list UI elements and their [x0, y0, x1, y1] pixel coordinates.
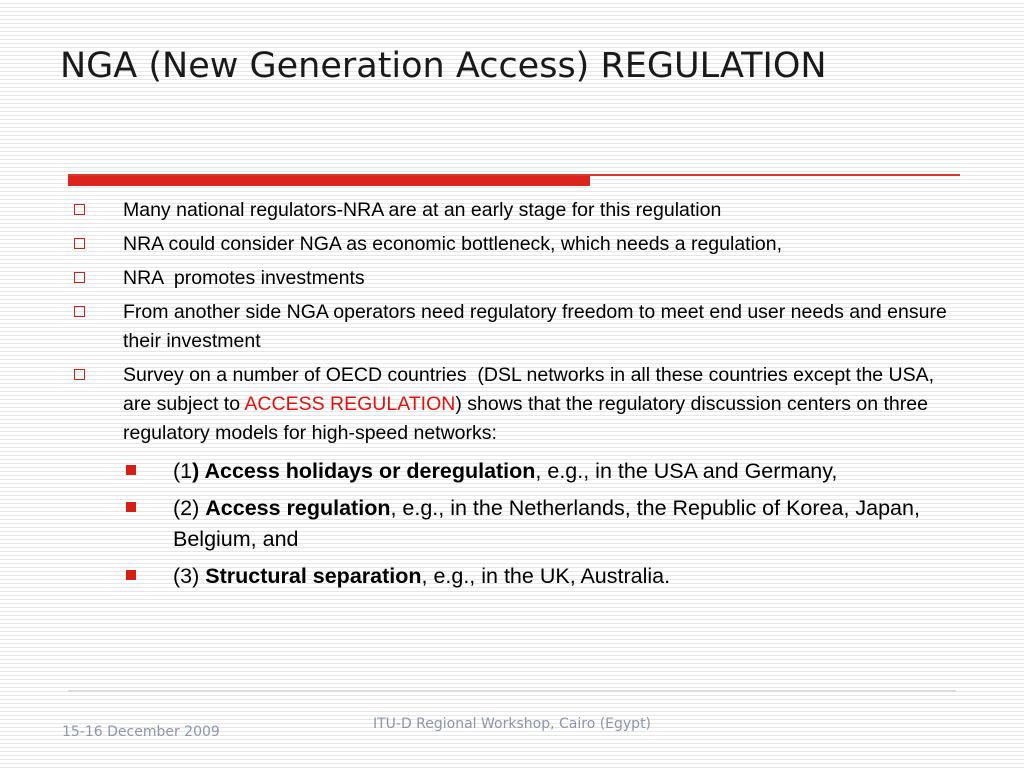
- sub-bullet-rest: , e.g., in the UK, Australia.: [421, 564, 671, 588]
- sub-bullet-list: [0, 456, 1024, 592]
- hollow-square-bullet-icon: [74, 204, 85, 215]
- access-regulation-highlight: ACCESS REGULATION: [244, 393, 456, 415]
- footer-divider: [68, 690, 956, 692]
- sub-bullet-rest: , e.g., in the USA and Germany,: [535, 459, 838, 483]
- footer-date: 15-16 December 2009: [62, 724, 220, 740]
- bullet-text: From another side NGA operators need regulatory freedom to meet end user needs and ensure their investment: [123, 301, 947, 352]
- sub-bullet-item: [0, 493, 1024, 555]
- bullet-text: NRA could consider NGA as economic bottleneck, which needs a regulation,: [123, 233, 783, 255]
- sub-bullet-prefix: (2): [173, 496, 206, 520]
- hollow-square-bullet-icon: [74, 272, 85, 283]
- bullet-text: Many national regulators-NRA are at an early stage for this regulation: [123, 199, 722, 221]
- hollow-square-bullet-icon: [74, 369, 85, 380]
- bullet-item: [0, 361, 1024, 592]
- title-divider-thick: [68, 176, 590, 186]
- filled-square-bullet-icon: [126, 465, 136, 475]
- filled-square-bullet-icon: [126, 502, 136, 512]
- bullet-text-before: Survey on a number of OECD countries (DSL networks in all these countries except the USA, are subject to: [123, 364, 940, 415]
- slide-title: NGA (New Generation Access) REGULATION: [60, 46, 827, 86]
- hollow-square-bullet-icon: [74, 238, 85, 249]
- sub-bullet-rest: , e.g., in the Netherlands, the Republic of Korea, Japan, Belgium, and: [173, 496, 920, 551]
- bullet-list: [0, 196, 1024, 592]
- bullet-item: [0, 196, 1024, 225]
- sub-bullet-bold: Structural separation: [205, 564, 422, 588]
- bullet-text: NRA promotes investments: [123, 267, 365, 289]
- sub-bullet-prefix: (1: [173, 459, 193, 483]
- sub-bullet-item: [0, 561, 1024, 592]
- bullet-text-after: ) shows that the regulatory discussion centers on three regulatory models for high-speed networks:: [123, 393, 928, 444]
- slide-content: [0, 196, 1024, 598]
- sub-bullet-prefix: (3): [173, 564, 206, 588]
- sub-bullet-bold: Access regulation: [205, 496, 391, 520]
- bullet-item: [0, 298, 1024, 356]
- hollow-square-bullet-icon: [74, 306, 85, 317]
- sub-bullet-item: [0, 456, 1024, 487]
- bullet-item: [0, 264, 1024, 293]
- sub-bullet-bold: ) Access holidays or deregulation: [192, 459, 536, 483]
- footer-event: ITU-D Regional Workshop, Cairo (Egypt): [372, 716, 652, 732]
- bullet-item: [0, 230, 1024, 259]
- filled-square-bullet-icon: [126, 570, 136, 580]
